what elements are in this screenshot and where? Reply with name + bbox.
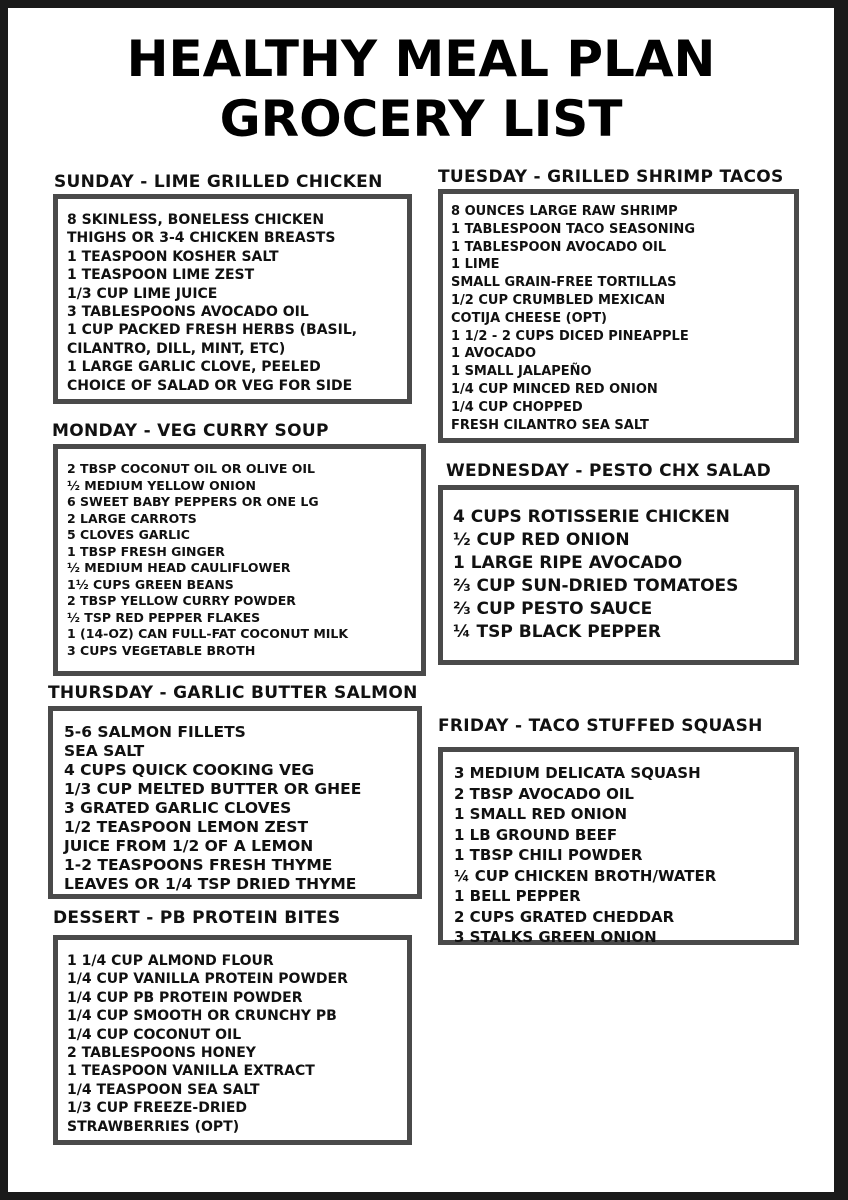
ingredient-item: CHOICE OF SALAD OR VEG FOR SIDE (67, 377, 353, 394)
ingredient-item: 1/4 CUP MINCED RED ONION (451, 381, 658, 397)
ingredient-item: 1/4 CUP SMOOTH OR CRUNCHY PB (67, 1008, 337, 1025)
ingredient-item: SEA SALT (64, 742, 145, 760)
ingredient-item: 1 SMALL JALAPEÑO (451, 364, 592, 380)
ingredient-item: 2 TBSP AVOCADO OIL (454, 784, 634, 803)
tuesday-ingredients-box (438, 189, 799, 443)
ingredient-item: 2 TABLESPOONS HONEY (67, 1045, 256, 1062)
dessert-ingredients-box (53, 935, 412, 1145)
ingredient-item: FRESH CILANTRO SEA SALT (451, 417, 649, 433)
ingredient-item: 1 AVOCADO (451, 346, 537, 362)
sunday-ingredient-list (67, 211, 407, 395)
ingredient-item: 1/3 CUP LIME JUICE (67, 285, 218, 302)
ingredient-item: 1 TBSP FRESH GINGER (67, 543, 225, 559)
page-title-line-2: GROCERY LIST (219, 90, 623, 148)
ingredient-item: 1-2 TEASPOONS FRESH THYME (64, 856, 333, 874)
ingredient-item: 3 STALKS GREEN ONION (454, 928, 657, 946)
ingredient-item: ½ TSP RED PEPPER FLAKES (67, 609, 261, 625)
tuesday-ingredient-list (451, 203, 794, 434)
ingredient-item: 2 TBSP YELLOW CURRY POWDER (67, 593, 296, 608)
monday-section-title: MONDAY - VEG CURRY SOUP (52, 421, 329, 441)
thursday-section-title: THURSDAY - GARLIC BUTTER SALMON (48, 683, 418, 703)
dessert-ingredient-list (67, 952, 407, 1136)
ingredient-item: 4 CUPS ROTISSERIE CHICKEN (453, 507, 730, 527)
wednesday-ingredient-list (453, 506, 794, 644)
friday-ingredients-box (438, 747, 799, 945)
ingredient-item: 3 CUPS VEGETABLE BROTH (67, 642, 256, 658)
ingredient-item: 2 TBSP COCONUT OIL OR OLIVE OIL (67, 461, 315, 476)
ingredient-item: THIGHS OR 3-4 CHICKEN BREASTS (67, 230, 336, 247)
ingredient-item: 2 CUPS GRATED CHEDDAR (454, 907, 675, 926)
ingredient-item: ½ MEDIUM YELLOW ONION (67, 477, 256, 493)
ingredient-item: 1 TBSP CHILI POWDER (454, 846, 643, 864)
ingredient-item: CILANTRO, DILL, MINT, ETC) (67, 340, 286, 357)
grocery-list-page (8, 8, 834, 1192)
ingredient-item: ¼ CUP CHICKEN BROTH/WATER (454, 866, 717, 885)
ingredient-item: 1/3 CUP FREEZE-DRIED (67, 1100, 248, 1117)
ingredient-item: LEAVES OR 1/4 TSP DRIED THYME (64, 875, 357, 893)
ingredient-item: 1 TEASPOON KOSHER SALT (67, 248, 279, 265)
ingredient-item: 8 OUNCES LARGE RAW SHRIMP (451, 204, 678, 219)
ingredient-item: 1 SMALL RED ONION (454, 805, 627, 823)
ingredient-item: 1/4 CUP VANILLA PROTEIN POWDER (67, 971, 348, 988)
ingredient-item: 1 TEASPOON LIME ZEST (67, 267, 255, 284)
sunday-section-title: SUNDAY - LIME GRILLED CHICKEN (54, 172, 383, 192)
monday-ingredient-list (67, 461, 421, 659)
ingredient-item: 1 LARGE RIPE AVOCADO (453, 553, 683, 573)
ingredient-item: 1 LIME (451, 257, 500, 273)
ingredient-item: 1 TABLESPOON AVOCADO OIL (451, 239, 667, 255)
ingredient-item: 1/4 CUP CHOPPED (451, 399, 583, 415)
ingredient-item: 1/2 CUP CRUMBLED MEXICAN (451, 292, 666, 308)
ingredient-item: 8 SKINLESS, BONELESS CHICKEN (67, 212, 325, 228)
ingredient-item: 1/2 TEASPOON LEMON ZEST (64, 818, 309, 836)
friday-section-title: FRIDAY - TACO STUFFED SQUASH (438, 716, 763, 736)
ingredient-item: 1 1/4 CUP ALMOND FLOUR (67, 953, 274, 969)
ingredient-item: 3 MEDIUM DELICATA SQUASH (454, 764, 701, 782)
ingredient-item: 1/3 CUP MELTED BUTTER OR GHEE (64, 780, 362, 798)
ingredient-item: ⅔ CUP PESTO SAUCE (453, 599, 653, 619)
ingredient-item: ⅔ CUP SUN-DRIED TOMATOES (453, 576, 739, 596)
ingredient-item: 1/4 CUP COCONUT OIL (67, 1026, 242, 1043)
ingredient-item: 1 CUP PACKED FRESH HERBS (BASIL, (67, 322, 358, 339)
ingredient-item: 1 TABLESPOON TACO SEASONING (451, 221, 695, 237)
ingredient-item: 3 TABLESPOONS AVOCADO OIL (67, 304, 309, 321)
thursday-ingredient-list (64, 723, 417, 894)
ingredient-item: 2 LARGE CARROTS (67, 510, 197, 526)
ingredient-item: 6 SWEET BABY PEPPERS OR ONE LG (67, 494, 319, 509)
monday-ingredients-box (53, 444, 426, 676)
ingredient-item: 1 LARGE GARLIC CLOVE, PEELED (67, 359, 321, 376)
ingredient-item: 3 GRATED GARLIC CLOVES (64, 799, 292, 817)
ingredient-item: 5 CLOVES GARLIC (67, 527, 190, 542)
ingredient-item: 1 1/2 - 2 CUPS DICED PINEAPPLE (451, 328, 689, 344)
ingredient-item: JUICE FROM 1/2 OF A LEMON (64, 837, 314, 855)
wednesday-section-title: WEDNESDAY - PESTO CHX SALAD (446, 461, 772, 481)
dessert-section-title: DESSERT - PB PROTEIN BITES (53, 908, 341, 928)
thursday-ingredients-box (48, 706, 422, 899)
ingredient-item: 1 BELL PEPPER (454, 887, 581, 905)
ingredient-item: 1/4 TEASPOON SEA SALT (67, 1081, 260, 1098)
ingredient-item: 1 LB GROUND BEEF (454, 825, 618, 844)
ingredient-item: ¼ TSP BLACK PEPPER (453, 622, 661, 642)
page-title-line-1: HEALTHY MEAL PLAN (126, 30, 716, 88)
ingredient-item: SMALL GRAIN-FREE TORTILLAS (451, 275, 677, 291)
ingredient-item: ½ MEDIUM HEAD CAULIFLOWER (67, 560, 291, 575)
sunday-ingredients-box (53, 194, 412, 404)
ingredient-item: 1½ CUPS GREEN BEANS (67, 576, 234, 592)
ingredient-item: ½ CUP RED ONION (453, 530, 630, 550)
ingredient-item: COTIJA CHEESE (OPT) (451, 310, 607, 326)
tuesday-section-title: TUESDAY - GRILLED SHRIMP TACOS (438, 167, 784, 187)
ingredient-item: 1 (14-OZ) CAN FULL-FAT COCONUT MILK (67, 626, 349, 641)
ingredient-item: 5-6 SALMON FILLETS (64, 723, 246, 741)
ingredient-item: 4 CUPS QUICK COOKING VEG (64, 761, 315, 779)
ingredient-item: 1/4 CUP PB PROTEIN POWDER (67, 989, 303, 1006)
friday-ingredient-list (454, 763, 794, 948)
wednesday-ingredients-box (438, 485, 799, 665)
ingredient-item: STRAWBERRIES (OPT) (67, 1118, 240, 1135)
ingredient-item: 1 TEASPOON VANILLA EXTRACT (67, 1063, 315, 1080)
